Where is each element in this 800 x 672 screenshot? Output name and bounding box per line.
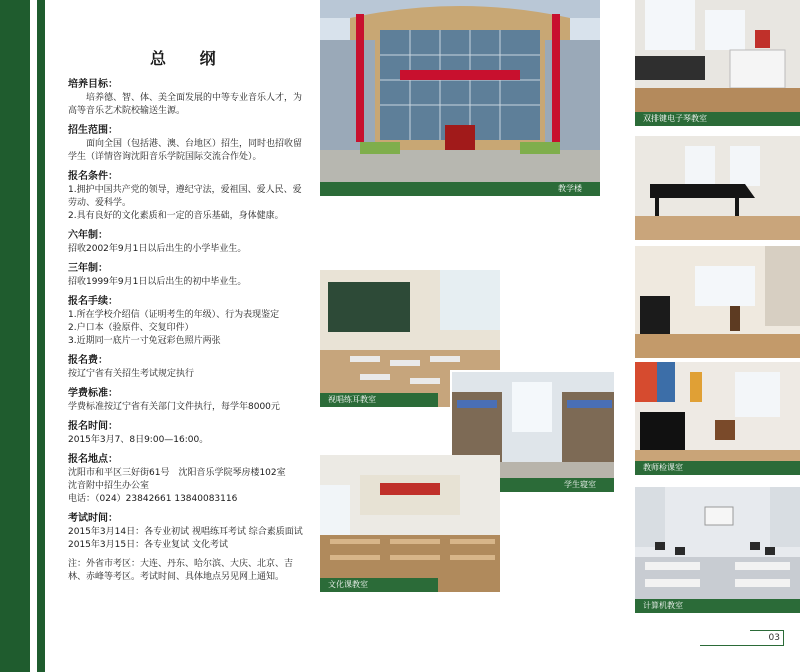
photo-caption: 学生寝室 (452, 478, 614, 492)
exam-line: 2015年3月15日：各专业复试 文化考试 (68, 540, 228, 550)
section-exam (68, 512, 308, 552)
section-heading: 报名手续： (68, 296, 118, 307)
section-heading: 报名地点： (68, 454, 118, 465)
section-text: 按辽宁省有关招生考试规定执行 (68, 369, 195, 379)
section-goal (68, 78, 308, 118)
section-text: 招收2002年9月1日以后出生的小学毕业生。 (68, 244, 247, 254)
section-text: 面向全国（包括港、澳、台地区）招生，同时也招收留学生（详情咨询沈阳音乐学院国际交流合作处）。 (68, 139, 303, 162)
photo-caption: 双排键电子琴教室 (635, 112, 800, 126)
page-number: 03 (750, 630, 784, 646)
phone-line: 电话：（024）23842661 13840083116 (68, 494, 238, 504)
section-heading: 报名条件： (68, 171, 118, 182)
photo-teaching-building (320, 0, 600, 196)
section-scope (68, 124, 308, 164)
section-heading: 培养目标： (68, 79, 118, 90)
section-procedure (68, 295, 308, 348)
section-heading: 招生范围： (68, 125, 118, 136)
section-text: 2015年3月7、8日9:00—16:00。 (68, 435, 209, 445)
photo-caption: 视唱练耳教室 (320, 393, 438, 407)
list-item: 1.所在学校介绍信（证明考生的年级）、行为表现鉴定 (68, 310, 280, 320)
outline-text-column (68, 78, 308, 590)
photo-practice-room (635, 246, 800, 358)
left-green-band (0, 0, 30, 672)
exam-note: 注：外省市考区：大连、丹东、哈尔滨、大庆、北京、吉林、赤峰等考区。考试时间、具体地点另见网上通知。 (68, 559, 294, 582)
page-title: 总 纲 (150, 49, 230, 68)
section-three-year (68, 262, 308, 289)
photo-piano-room (635, 136, 800, 240)
photo-teacher-room (635, 362, 800, 475)
left-green-band-inner (37, 0, 45, 672)
section-tuition (68, 387, 308, 414)
photo-caption: 教师检课室 (635, 461, 800, 475)
section-text: 培养德、智、体、美全面发展的中等专业音乐人才，为高等音乐艺术院校输送生源。 (68, 93, 303, 116)
section-heading: 学费标准： (68, 388, 118, 399)
list-item: 2.户口本（验原件、交复印件） (68, 323, 194, 333)
section-location (68, 453, 308, 506)
photo-culture-classroom (320, 455, 500, 592)
exam-line: 2015年3月14日：各专业初试 视唱练耳考试 综合素质面试 (68, 527, 303, 537)
office-line: 沈音附中招生办公室 (68, 481, 150, 491)
section-heading: 报名时间： (68, 421, 118, 432)
address-line: 沈阳市和平区三好街61号 沈阳音乐学院琴房楼102室 (68, 468, 286, 478)
section-conditions (68, 170, 308, 223)
section-time (68, 420, 308, 447)
photo-caption: 教学楼 (320, 182, 600, 196)
section-text: 学费标准按辽宁省有关部门文件执行，每学年8000元 (68, 402, 280, 412)
section-heading: 六年制： (68, 230, 108, 241)
left-white-band (30, 0, 37, 672)
section-heading: 报名费： (68, 355, 108, 366)
list-item: 3.近期同一底片一寸免冠彩色照片两张 (68, 336, 221, 346)
photo-keyboard-room (635, 0, 800, 126)
building-illustration (320, 0, 600, 196)
section-text: 招收1999年9月1日以后出生的初中毕业生。 (68, 277, 247, 287)
photo-caption: 文化课教室 (320, 578, 438, 592)
section-six-year (68, 229, 308, 256)
section-heading: 三年制： (68, 263, 108, 274)
section-fee (68, 354, 308, 381)
list-item: 2.具有良好的文化素质和一定的音乐基础，身体健康。 (68, 211, 284, 221)
section-heading: 考试时间： (68, 513, 118, 524)
list-item: 1.拥护中国共产党的领导，遵纪守法，爱祖国、爱人民、爱劳动、爱科学。 (68, 185, 302, 208)
photo-caption: 计算机教室 (635, 599, 800, 613)
photo-computer-room (635, 487, 800, 613)
